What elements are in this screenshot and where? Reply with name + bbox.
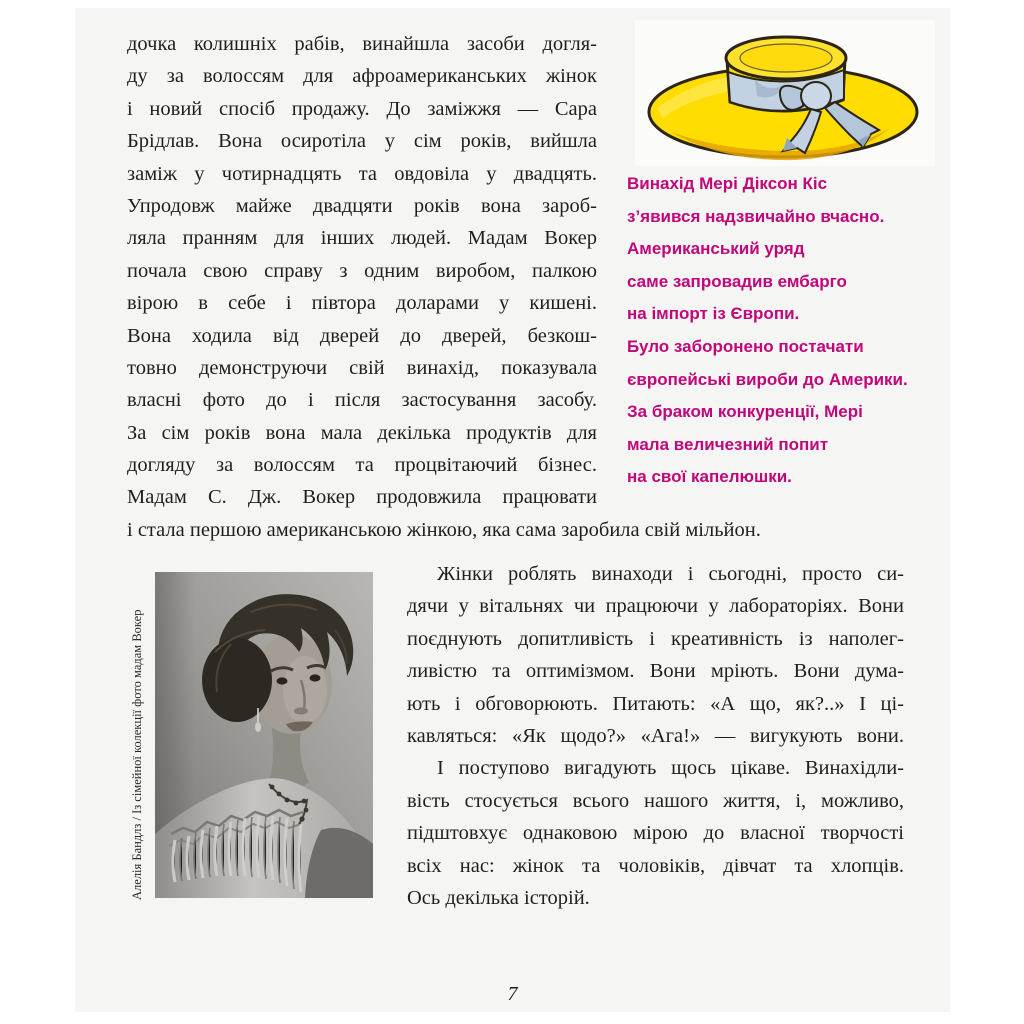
sidebar-line: Було заборонено постачати (627, 336, 864, 356)
walker-portrait-photo (155, 572, 373, 898)
body-line: Мадам С. Дж. Вокер продовжила працювати (127, 486, 597, 509)
body-line: За сім років вона мала декілька продуктів для (127, 421, 597, 444)
body-line: підштовхує однаковою мірою до власної творчості (407, 822, 904, 845)
main-paragraph-1-last-line (127, 514, 927, 546)
yellow-straw-hat-icon (635, 20, 935, 166)
body-line: Брідлав. Вона осиротіла у сім років, вийшла (127, 130, 597, 153)
portrait-photo-image (155, 572, 373, 898)
body-line: догляду за волоссям та процвітаючий бізнес. (127, 454, 597, 477)
book-page (75, 8, 950, 1012)
main-paragraph-1 (127, 28, 597, 514)
sidebar-line: з’явився надзвичайно вчасно. (627, 206, 885, 226)
sidebar-note (627, 168, 927, 494)
body-line: і стала першою американською жінкою, яка сама заробила свій мільйон. (127, 519, 761, 541)
body-line: дочка колишніх рабів, винайшла засоби догля- (127, 33, 597, 55)
sidebar-line: Американський уряд (627, 239, 805, 259)
body-line: Упродовж майже двадцяти років вона зароб- (127, 194, 597, 217)
body-line: Вона ходила від дверей до дверей, безкош- (127, 324, 597, 347)
body-line: ляла пранням для інших людей. Мадам Вокер (127, 227, 597, 250)
body-line: Жінки роблять винаходи і сьогодні, просто си- (437, 563, 904, 585)
body-line: товно демонструючи свій винахід, показувала (127, 356, 597, 379)
photo-credit-caption: Алелія Бандлз / Із сімейної колекції фото мадам Вокер (130, 609, 144, 900)
body-line: і новий спосіб продажу. До заміжжя — Сара (127, 97, 597, 120)
hat-illustration (635, 20, 935, 166)
body-line: власні фото до і після застосування засобу. (127, 389, 597, 412)
sidebar-line: саме запровадив ембарго (627, 271, 847, 291)
sidebar-line: на свої капелюшки. (627, 467, 792, 487)
body-line: І поступово вигадують щось цікаве. Винахідли- (437, 757, 904, 780)
sidebar-line: на імпорт із Європи. (627, 304, 800, 324)
body-line: вість стосується всього нашого життя, і, можливо, (407, 789, 904, 812)
body-line: ду за волоссям для афроамериканських жінок (127, 65, 597, 88)
body-line: Ось декілька історій. (407, 886, 590, 909)
body-line: ють і обговорюють. Питають: «А що, як?..» І ці- (407, 692, 904, 715)
sidebar-line: мала величезний попит (627, 434, 829, 454)
body-line: заміж у чотирнадцять та овдовіла у двадцять. (127, 162, 597, 185)
page-number: 7 (507, 983, 518, 1005)
body-line: дячи у вітальнях чи працюючи у лабораторіях. Вони (407, 595, 904, 618)
body-line: кавляться: «Як щодо?» «Ага!» — вигукують вони. (407, 724, 904, 747)
body-line: всіх нас: жінок та чоловіків, дівчат та хлопців. (407, 854, 904, 877)
body-line: вірою в себе і півтора доларами у кишені. (127, 292, 597, 315)
body-line: ливістю та оптимізмом. Вони мріють. Вони дума- (407, 660, 904, 683)
main-paragraphs-2-3 (407, 558, 904, 914)
sidebar-line: За браком конкуренції, Мері (627, 402, 863, 422)
sidebar-line: європейські вироби до Америки. (627, 369, 908, 389)
sidebar-line: Винахід Мері Діксон Кіс (627, 174, 828, 193)
body-line: почала свою справу з одним виробом, палкою (127, 259, 597, 282)
body-line: поєднують допитливість і креативність із наполег- (407, 627, 904, 650)
